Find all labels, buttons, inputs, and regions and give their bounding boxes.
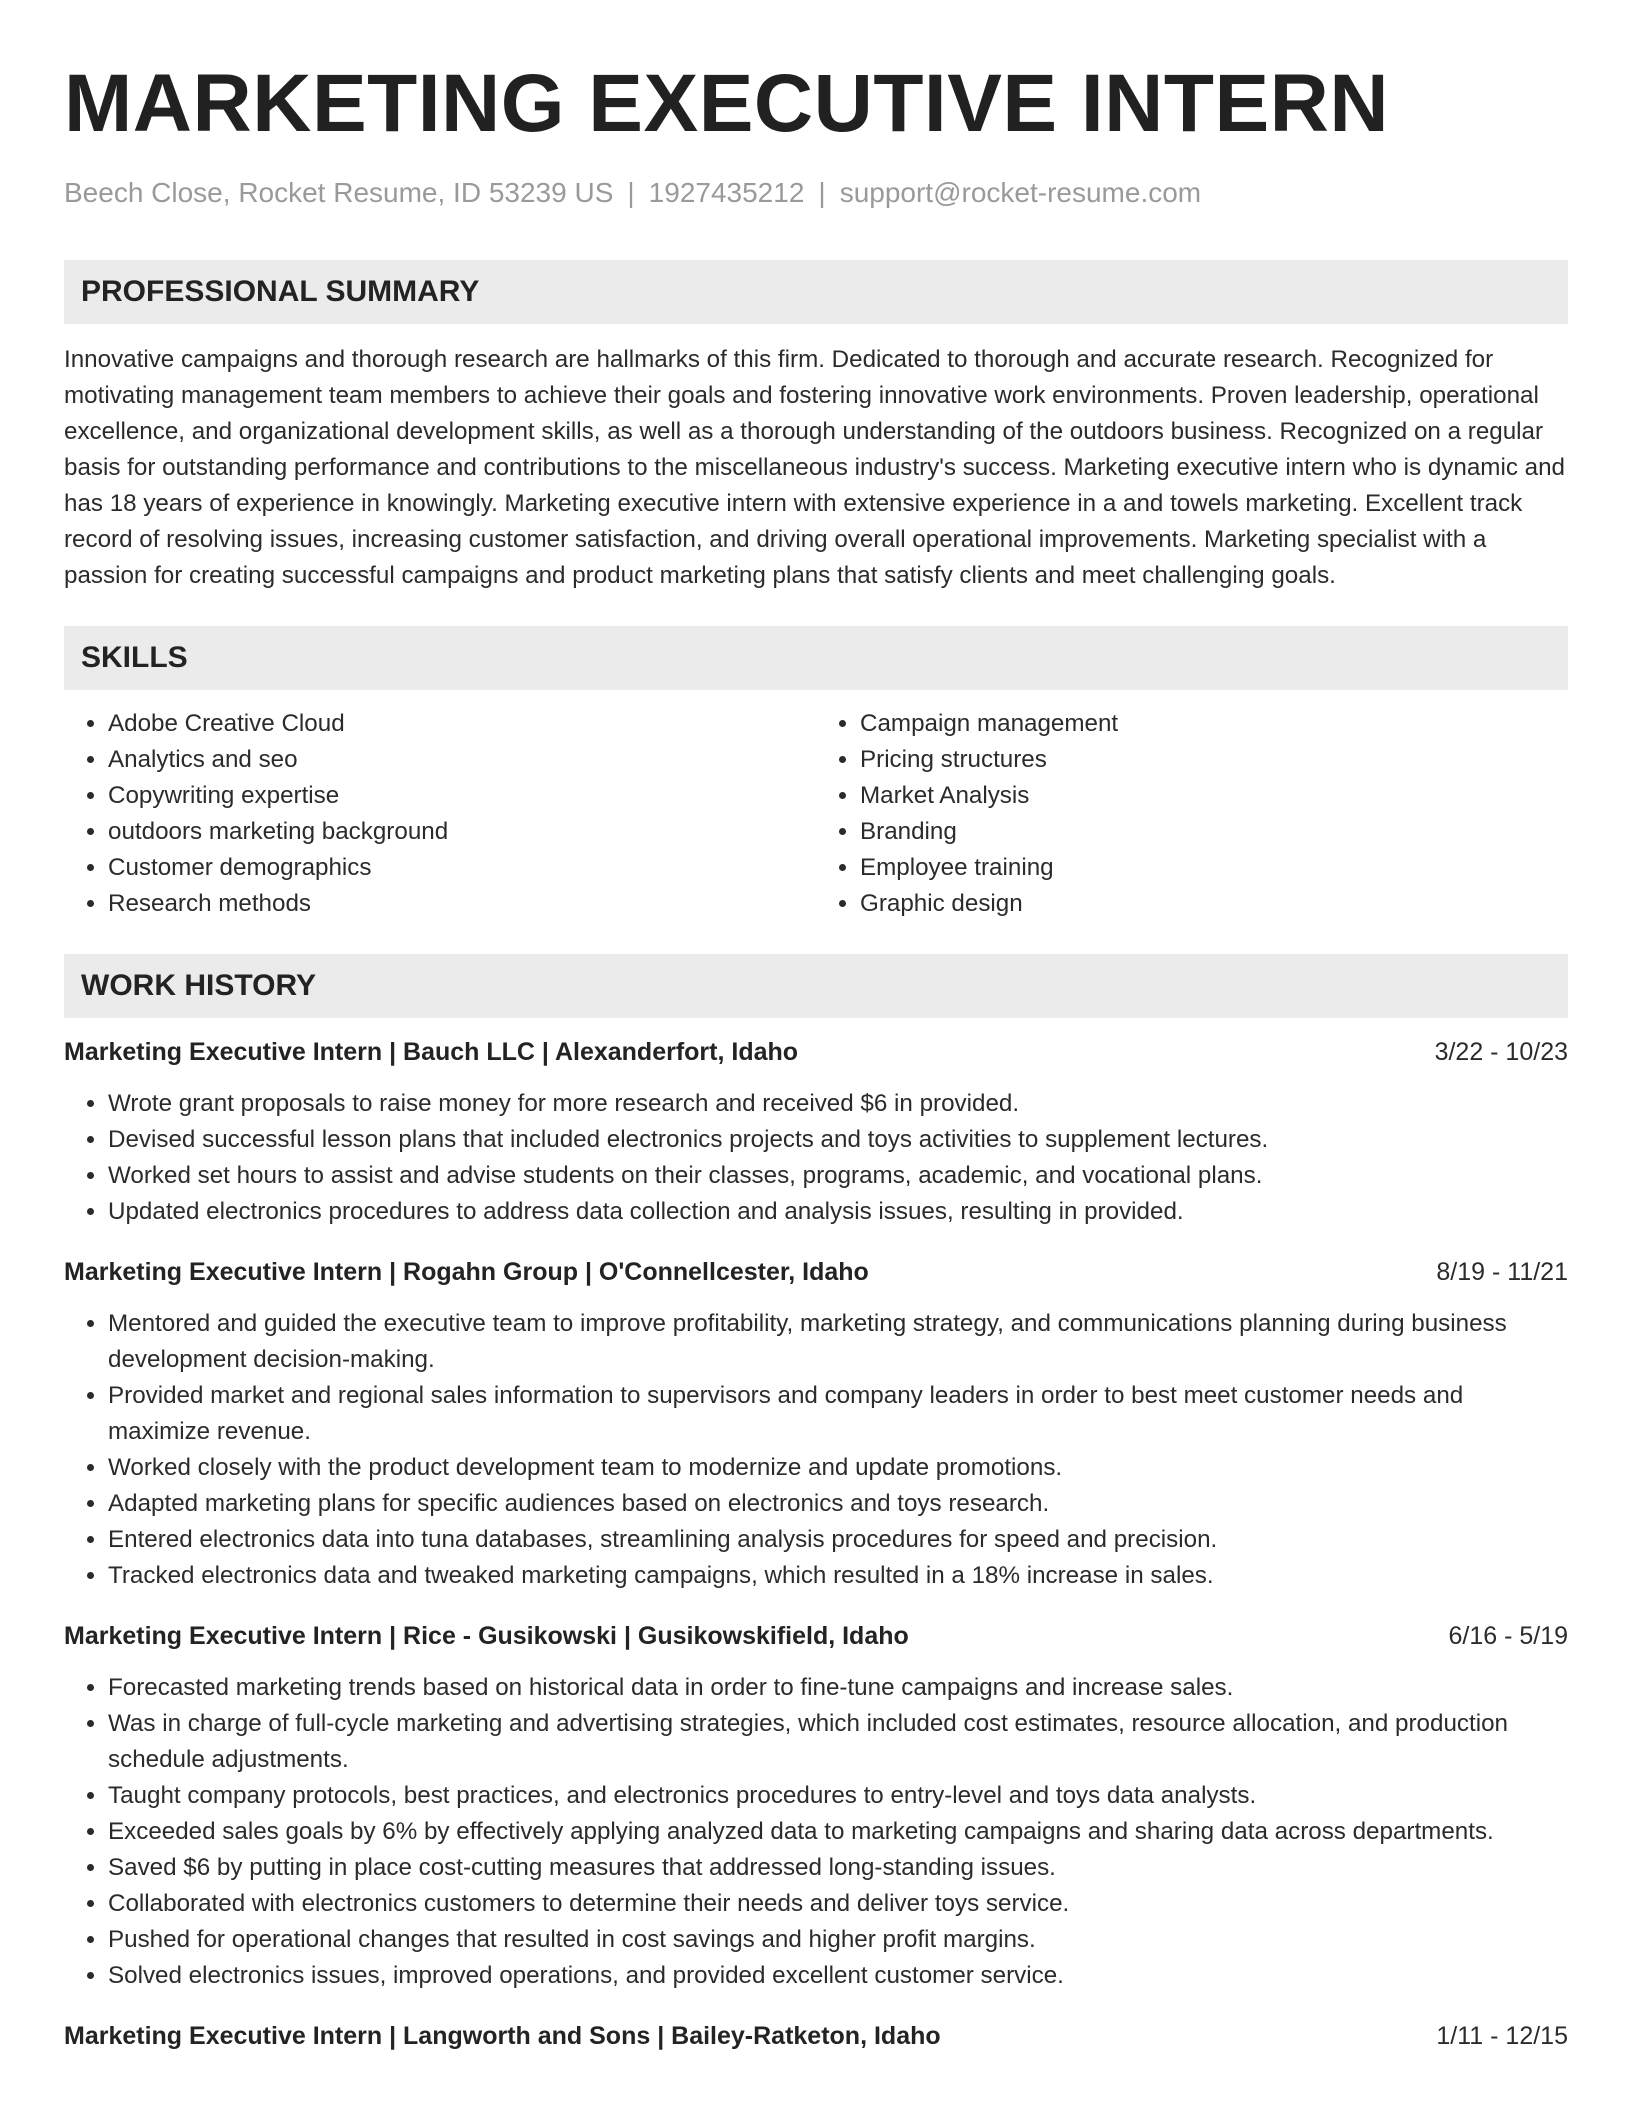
job-bullet: • Saved $6 by putting in place cost-cutting measures that addressed long-standing issues.	[108, 1850, 1568, 1886]
job-entry	[64, 2018, 1568, 2054]
skill-item: • Copywriting expertise	[108, 778, 816, 814]
skill-item: • Customer demographics	[108, 850, 816, 886]
job-bullet: • Forecasted marketing trends based on historical data in order to fine-tune campaigns and increase sales.	[108, 1670, 1568, 1706]
skills-list	[64, 706, 1568, 922]
contact-separator: |	[627, 177, 635, 208]
job-bullet: • Wrote grant proposals to raise money for more research and received $6 in provided.	[108, 1086, 1568, 1122]
skills-column-right	[816, 706, 1568, 922]
skill-item: • Market Analysis	[860, 778, 1568, 814]
job-bullet: • Entered electronics data into tuna databases, streamlining analysis procedures for speed and precision.	[108, 1522, 1568, 1558]
job-bullet: • Exceeded sales goals by 6% by effectively applying analyzed data to marketing campaigns and sharing data across departments.	[108, 1814, 1568, 1850]
skill-item: • Research methods	[108, 886, 816, 922]
job-bullets	[64, 1670, 1568, 1994]
job-bullet: • Solved electronics issues, improved operations, and provided excellent customer service.	[108, 1958, 1568, 1994]
job-bullets	[64, 1086, 1568, 1230]
job-bullets	[64, 1306, 1568, 1594]
job-bullet: • Adapted marketing plans for specific audiences based on electronics and toys research.	[108, 1486, 1568, 1522]
job-dates: 1/11 - 12/15	[1436, 2022, 1568, 2050]
resume-name-title: MARKETING EXECUTIVE INTERN	[64, 58, 1390, 149]
section-header-skills: SKILLS	[64, 626, 1568, 690]
skills-column-left	[64, 706, 816, 922]
job-dates: 3/22 - 10/23	[1434, 1038, 1568, 1066]
job-bullet: • Taught company protocols, best practices, and electronics procedures to entry-level and toys data analysts.	[108, 1778, 1568, 1814]
job-bullet: • Collaborated with electronics customers to determine their needs and deliver toys service.	[108, 1886, 1568, 1922]
job-bullet: • Worked set hours to assist and advise students on their classes, programs, academic, and vocational plans.	[108, 1158, 1568, 1194]
skill-item: • Branding	[860, 814, 1568, 850]
job-bullet: • Tracked electronics data and tweaked marketing campaigns, which resulted in a 18% increase in sales.	[108, 1558, 1568, 1594]
job-entry	[64, 1254, 1568, 1594]
skill-item: • outdoors marketing background	[108, 814, 816, 850]
job-bullet: • Provided market and regional sales information to supervisors and company leaders in order to best meet customer needs and maximize revenue.	[108, 1378, 1568, 1450]
contact-address: Beech Close, Rocket Resume, ID 53239 US	[64, 177, 614, 208]
section-header-professional-summary: PROFESSIONAL SUMMARY	[64, 260, 1568, 324]
job-dates: 6/16 - 5/19	[1448, 1622, 1568, 1650]
job-entry	[64, 1618, 1568, 1994]
job-bullet: • Pushed for operational changes that resulted in cost savings and higher profit margins.	[108, 1922, 1568, 1958]
skill-item: • Graphic design	[860, 886, 1568, 922]
job-bullet: • Mentored and guided the executive team to improve profitability, marketing strategy, and communications planning during business development decision-making.	[108, 1306, 1568, 1378]
contact-email: support@rocket-resume.com	[839, 177, 1202, 208]
skill-item: • Adobe Creative Cloud	[108, 706, 816, 742]
job-title: Marketing Executive Intern | Langworth and Sons | Bailey-Ratketon, Idaho	[64, 2022, 941, 2050]
skill-item: • Campaign management	[860, 706, 1568, 742]
job-bullet: • Updated electronics procedures to address data collection and analysis issues, resulting in provided.	[108, 1194, 1568, 1230]
contact-separator: |	[818, 177, 826, 208]
job-header	[64, 1034, 1568, 1070]
skill-item: • Pricing structures	[860, 742, 1568, 778]
job-bullet: • Worked closely with the product development team to modernize and update promotions.	[108, 1450, 1568, 1486]
job-bullet: • Was in charge of full-cycle marketing and advertising strategies, which included cost estimates, resource allocation, and production schedule adjustments.	[108, 1706, 1568, 1778]
section-header-work-history: WORK HISTORY	[64, 954, 1568, 1018]
job-header	[64, 2018, 1568, 2054]
skill-item: • Employee training	[860, 850, 1568, 886]
job-header	[64, 1254, 1568, 1290]
professional-summary-text: Innovative campaigns and thorough research are hallmarks of this firm. Dedicated to thorough and accurate research. Recognized for motivating management team members to achieve their goals and fostering innovative work environments. Proven leadership, operational excellence, and organizational development skills, as well as a thorough understanding of the outdoors business. Recognized on a regular basis for outstanding performance and contributions to the miscellaneous industry's success. Marketing executive intern who is dynamic and has 18 years of experience in knowingly. Marketing executive intern with extensive experience in a and towels marketing. Excellent track record of resolving issues, increasing customer satisfaction, and driving overall operational improvements. Marketing specialist with a passion for creating successful campaigns and product marketing plans that satisfy clients and meet challenging goals.	[64, 346, 1565, 589]
contact-line	[64, 176, 1568, 210]
job-header	[64, 1618, 1568, 1654]
job-title: Marketing Executive Intern | Bauch LLC | Alexanderfort, Idaho	[64, 1038, 799, 1066]
job-dates: 8/19 - 11/21	[1436, 1258, 1568, 1286]
job-title: Marketing Executive Intern | Rice - Gusikowski | Gusikowskifield, Idaho	[64, 1622, 909, 1650]
contact-phone: 1927435212	[648, 177, 805, 208]
job-entry	[64, 1034, 1568, 1230]
job-bullet: • Devised successful lesson plans that included electronics projects and toys activities to supplement lectures.	[108, 1122, 1568, 1158]
skill-item: • Analytics and seo	[108, 742, 816, 778]
job-title: Marketing Executive Intern | Rogahn Group | O'Connellcester, Idaho	[64, 1258, 869, 1286]
